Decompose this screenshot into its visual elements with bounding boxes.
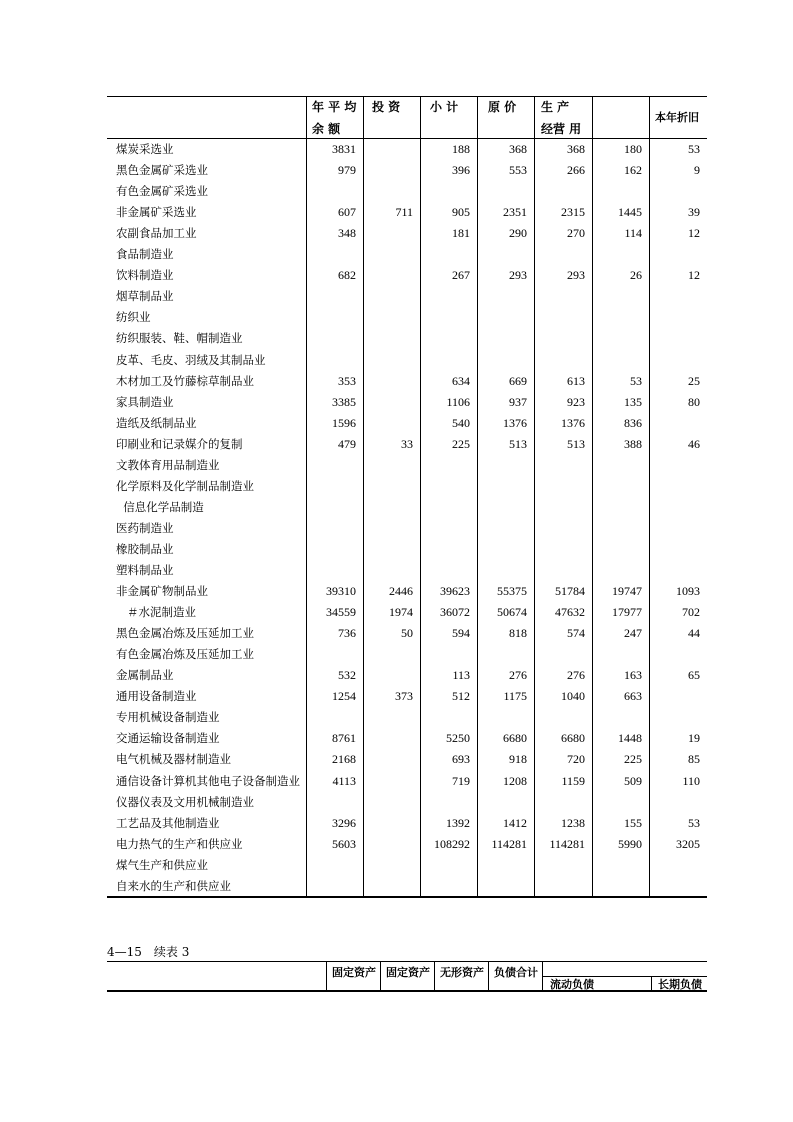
row-value-cell: 114 bbox=[624, 226, 642, 241]
row-value-cell: 513 bbox=[509, 436, 527, 451]
row-value-cell: 693 bbox=[452, 752, 470, 767]
row-industry-name: 饮料制造业 bbox=[116, 268, 174, 283]
row-industry-name: 煤炭采选业 bbox=[116, 142, 174, 156]
row-value-cell: 574 bbox=[567, 626, 585, 641]
row-value-cell: 1392 bbox=[446, 815, 470, 830]
table2-col-divider bbox=[326, 961, 327, 991]
row-value-cell: 12 bbox=[688, 226, 700, 241]
table-row bbox=[0, 686, 793, 707]
header-long-term-liabilities: 长期负债 bbox=[658, 978, 702, 991]
row-industry-name: 金属制品业 bbox=[116, 668, 174, 683]
row-industry-name: ＃水泥制造业 bbox=[116, 605, 196, 620]
row-value-cell: 669 bbox=[509, 373, 527, 388]
row-industry-name: 印刷业和记录媒介的复制 bbox=[116, 436, 243, 451]
row-industry-name: 橡胶制品业 bbox=[116, 541, 174, 556]
row-value-cell: 1175 bbox=[503, 689, 527, 704]
header-total-liabilities: 负债合计 bbox=[494, 966, 538, 979]
row-industry-name: 造纸及纸制品业 bbox=[116, 415, 197, 430]
row-industry-name: 自来水的生产和供应业 bbox=[116, 878, 231, 893]
row-industry-name: 木材加工及竹藤棕草制品业 bbox=[116, 373, 254, 388]
row-industry-name: 信息化学品制造 bbox=[116, 499, 204, 514]
row-value-cell: 50 bbox=[401, 626, 413, 641]
row-industry-name: 塑料制品业 bbox=[116, 563, 174, 577]
row-value-cell: 135 bbox=[624, 394, 642, 409]
table-row bbox=[0, 834, 793, 855]
row-value-cell: 540 bbox=[452, 415, 470, 430]
row-value-cell: 682 bbox=[338, 268, 356, 283]
row-industry-name: 非金属矿物制品业 bbox=[116, 584, 208, 599]
row-value-cell: 180 bbox=[624, 142, 642, 156]
row-value-cell: 163 bbox=[624, 668, 642, 683]
row-value-cell: 2168 bbox=[332, 752, 356, 767]
row-value-cell: 80 bbox=[688, 394, 700, 409]
table-row bbox=[0, 265, 793, 286]
row-value-cell: 8761 bbox=[332, 731, 356, 746]
row-value-cell: 188 bbox=[452, 142, 470, 156]
header-current-liabilities: 流动负债 bbox=[550, 978, 594, 991]
table2-col-divider bbox=[434, 961, 435, 991]
table-row bbox=[0, 855, 793, 876]
row-value-cell: 348 bbox=[338, 226, 356, 241]
row-value-cell: 1159 bbox=[561, 773, 585, 788]
table2-col-divider bbox=[380, 961, 381, 991]
table-row bbox=[0, 307, 793, 328]
row-industry-name: 交通运输设备制造业 bbox=[116, 731, 220, 746]
row-value-cell: 719 bbox=[452, 773, 470, 788]
row-value-cell: 1093 bbox=[676, 584, 700, 599]
row-value-cell: 225 bbox=[624, 752, 642, 767]
row-value-cell: 51784 bbox=[555, 584, 585, 599]
row-value-cell: 114281 bbox=[491, 836, 527, 851]
row-value-cell: 85 bbox=[688, 752, 700, 767]
table-row bbox=[0, 876, 793, 897]
row-value-cell: 818 bbox=[509, 626, 527, 641]
row-value-cell: 373 bbox=[395, 689, 413, 704]
table2-col-divider bbox=[488, 961, 489, 991]
row-value-cell: 55375 bbox=[497, 584, 527, 599]
row-value-cell: 3205 bbox=[676, 836, 700, 851]
row-value-cell: 65 bbox=[688, 668, 700, 683]
row-industry-name: 食品制造业 bbox=[116, 247, 174, 262]
table1-top-rule bbox=[107, 96, 707, 97]
row-value-cell: 479 bbox=[338, 436, 356, 451]
row-value-cell: 5603 bbox=[332, 836, 356, 851]
row-value-cell: 47632 bbox=[555, 605, 585, 620]
row-value-cell: 293 bbox=[509, 268, 527, 283]
row-value-cell: 270 bbox=[567, 226, 585, 241]
row-value-cell: 53 bbox=[630, 373, 642, 388]
table-row bbox=[0, 371, 793, 392]
header-subtotal: 小 计 bbox=[430, 100, 459, 114]
row-value-cell: 39623 bbox=[440, 584, 470, 599]
header-original-value: 原 价 bbox=[488, 100, 517, 114]
header-annual-avg-balance bbox=[312, 100, 358, 136]
row-value-cell: 1448 bbox=[618, 731, 642, 746]
row-value-cell: 5990 bbox=[618, 836, 642, 851]
table-row bbox=[0, 202, 793, 223]
table-row bbox=[0, 181, 793, 202]
table-row bbox=[0, 392, 793, 413]
row-value-cell: 702 bbox=[682, 605, 700, 620]
row-value-cell: 613 bbox=[567, 373, 585, 388]
table-row bbox=[0, 602, 793, 623]
row-value-cell: 276 bbox=[509, 668, 527, 683]
row-industry-name: 纺织服装、鞋、帽制造业 bbox=[116, 331, 243, 346]
table-row bbox=[0, 434, 793, 455]
row-value-cell: 113 bbox=[452, 668, 470, 683]
row-value-cell: 181 bbox=[452, 226, 470, 241]
row-value-cell: 353 bbox=[338, 373, 356, 388]
row-value-cell: 388 bbox=[624, 436, 642, 451]
table-row bbox=[0, 813, 793, 834]
row-value-cell: 2446 bbox=[389, 584, 413, 599]
row-industry-name: 有色金属冶炼及压延加工业 bbox=[116, 647, 254, 662]
header-investment: 投 资 bbox=[372, 100, 401, 114]
row-value-cell: 39 bbox=[688, 205, 700, 220]
row-value-cell: 44 bbox=[688, 626, 700, 641]
row-value-cell: 512 bbox=[452, 689, 470, 704]
row-value-cell: 736 bbox=[338, 626, 356, 641]
table-row bbox=[0, 244, 793, 265]
row-value-cell: 50674 bbox=[497, 605, 527, 620]
row-value-cell: 1974 bbox=[389, 605, 413, 620]
table-row bbox=[0, 707, 793, 728]
row-value-cell: 594 bbox=[452, 626, 470, 641]
table-row bbox=[0, 749, 793, 770]
row-value-cell: 513 bbox=[567, 436, 585, 451]
row-value-cell: 6680 bbox=[503, 731, 527, 746]
table2-subheader-rule bbox=[542, 976, 707, 977]
row-industry-name: 非金属矿采选业 bbox=[116, 205, 197, 220]
table-row bbox=[0, 476, 793, 497]
row-value-cell: 1376 bbox=[561, 415, 585, 430]
row-industry-name: 电力热气的生产和供应业 bbox=[116, 836, 243, 851]
row-value-cell: 293 bbox=[567, 268, 585, 283]
row-value-cell: 836 bbox=[624, 415, 642, 430]
table-row bbox=[0, 792, 793, 813]
row-value-cell: 368 bbox=[567, 142, 585, 156]
row-value-cell: 110 bbox=[682, 773, 700, 788]
row-value-cell: 711 bbox=[395, 205, 413, 220]
row-value-cell: 9 bbox=[694, 163, 700, 178]
row-value-cell: 162 bbox=[624, 163, 642, 178]
row-value-cell: 34559 bbox=[326, 605, 356, 620]
table-row bbox=[0, 160, 793, 181]
row-industry-name: 皮革、毛皮、羽绒及其制品业 bbox=[116, 352, 266, 367]
row-value-cell: 225 bbox=[452, 436, 470, 451]
table-row bbox=[0, 497, 793, 518]
table-row bbox=[0, 455, 793, 476]
row-industry-name: 农副食品加工业 bbox=[116, 226, 197, 241]
row-industry-name: 通信设备计算机其他电子设备制造业 bbox=[116, 773, 300, 788]
header-fixed-assets-2: 固定资产 bbox=[386, 966, 430, 979]
row-value-cell: 36072 bbox=[440, 605, 470, 620]
row-value-cell: 2315 bbox=[561, 205, 585, 220]
table-row bbox=[0, 644, 793, 665]
row-value-cell: 634 bbox=[452, 373, 470, 388]
header-intangible-assets: 无形资产 bbox=[440, 966, 484, 979]
row-industry-name: 医药制造业 bbox=[116, 520, 174, 535]
row-value-cell: 1376 bbox=[503, 415, 527, 430]
header-line: 年 平 均 bbox=[312, 100, 357, 114]
row-value-cell: 3831 bbox=[332, 142, 356, 156]
row-value-cell: 290 bbox=[509, 226, 527, 241]
row-value-cell: 39310 bbox=[326, 584, 356, 599]
row-value-cell: 1412 bbox=[503, 815, 527, 830]
row-industry-name: 烟草制品业 bbox=[116, 289, 174, 304]
row-industry-name: 通用设备制造业 bbox=[116, 689, 197, 704]
row-industry-name: 化学原料及化学制品制造业 bbox=[116, 478, 254, 493]
row-value-cell: 26 bbox=[630, 268, 642, 283]
row-value-cell: 1238 bbox=[561, 815, 585, 830]
row-value-cell: 1596 bbox=[332, 415, 356, 430]
table-row bbox=[0, 286, 793, 307]
row-value-cell: 12 bbox=[688, 268, 700, 283]
row-value-cell: 276 bbox=[567, 668, 585, 683]
table-row bbox=[0, 665, 793, 686]
header-fixed-assets-1: 固定资产 bbox=[332, 966, 376, 979]
header-line: 生 产 bbox=[541, 100, 570, 114]
header-line: 余 额 bbox=[312, 122, 341, 136]
row-value-cell: 33 bbox=[401, 436, 413, 451]
row-value-cell: 937 bbox=[509, 394, 527, 409]
row-industry-name: 家具制造业 bbox=[116, 394, 174, 409]
row-industry-name: 文教体育用品制造业 bbox=[116, 457, 220, 472]
row-value-cell: 3296 bbox=[332, 815, 356, 830]
row-value-cell: 918 bbox=[509, 752, 527, 767]
row-value-cell: 53 bbox=[688, 142, 700, 156]
row-value-cell: 1445 bbox=[618, 205, 642, 220]
row-value-cell: 663 bbox=[624, 689, 642, 704]
table-caption: 4—15 续表 3 bbox=[107, 945, 190, 959]
row-value-cell: 266 bbox=[567, 163, 585, 178]
row-value-cell: 46 bbox=[688, 436, 700, 451]
table-row bbox=[0, 413, 793, 434]
header-line: 经营 用 bbox=[541, 122, 582, 136]
row-industry-name: 煤气生产和供应业 bbox=[116, 857, 208, 872]
row-value-cell: 553 bbox=[509, 163, 527, 178]
row-industry-name: 电气机械及器材制造业 bbox=[116, 752, 231, 767]
table-row bbox=[0, 518, 793, 539]
row-value-cell: 905 bbox=[452, 205, 470, 220]
table2-col-divider bbox=[651, 976, 652, 991]
row-value-cell: 6680 bbox=[561, 731, 585, 746]
table-row bbox=[0, 560, 793, 581]
row-value-cell: 979 bbox=[338, 163, 356, 178]
row-value-cell: 108292 bbox=[434, 836, 470, 851]
row-industry-name: 黑色金属矿采选业 bbox=[116, 163, 208, 178]
table-row bbox=[0, 350, 793, 371]
row-value-cell: 923 bbox=[567, 394, 585, 409]
row-value-cell: 17977 bbox=[612, 605, 642, 620]
row-value-cell: 19 bbox=[688, 731, 700, 746]
table-row bbox=[0, 771, 793, 792]
table-row bbox=[0, 728, 793, 749]
row-value-cell: 19747 bbox=[612, 584, 642, 599]
header-production-use bbox=[541, 100, 589, 136]
row-value-cell: 1040 bbox=[561, 689, 585, 704]
row-value-cell: 607 bbox=[338, 205, 356, 220]
table-row bbox=[0, 139, 793, 160]
table-row bbox=[0, 328, 793, 349]
row-value-cell: 267 bbox=[452, 268, 470, 283]
table-row bbox=[0, 223, 793, 244]
row-value-cell: 720 bbox=[567, 752, 585, 767]
row-value-cell: 53 bbox=[688, 815, 700, 830]
row-industry-name: 工艺品及其他制造业 bbox=[116, 815, 220, 830]
row-value-cell: 5250 bbox=[446, 731, 470, 746]
row-value-cell: 1254 bbox=[332, 689, 356, 704]
row-value-cell: 396 bbox=[452, 163, 470, 178]
table-row bbox=[0, 539, 793, 560]
header-annual-depreciation: 本年折旧 bbox=[655, 111, 699, 124]
table-row bbox=[0, 623, 793, 644]
row-industry-name: 仪器仪表及文用机械制造业 bbox=[116, 794, 254, 809]
table2-bottom-rule bbox=[107, 990, 707, 992]
row-value-cell: 532 bbox=[338, 668, 356, 683]
table-row bbox=[0, 581, 793, 602]
row-industry-name: 纺织业 bbox=[116, 310, 151, 325]
row-value-cell: 114281 bbox=[549, 836, 585, 851]
row-industry-name: 黑色金属冶炼及压延加工业 bbox=[116, 626, 254, 641]
row-value-cell: 1208 bbox=[503, 773, 527, 788]
table2-top-rule bbox=[107, 961, 707, 962]
row-value-cell: 155 bbox=[624, 815, 642, 830]
row-value-cell: 2351 bbox=[503, 205, 527, 220]
row-industry-name: 有色金属矿采选业 bbox=[116, 184, 208, 199]
row-value-cell: 368 bbox=[509, 142, 527, 156]
row-value-cell: 247 bbox=[624, 626, 642, 641]
row-value-cell: 25 bbox=[688, 373, 700, 388]
row-value-cell: 509 bbox=[624, 773, 642, 788]
row-value-cell: 3385 bbox=[332, 394, 356, 409]
row-value-cell: 1106 bbox=[446, 394, 470, 409]
row-value-cell: 4113 bbox=[332, 773, 356, 788]
row-industry-name: 专用机械设备制造业 bbox=[116, 710, 220, 725]
